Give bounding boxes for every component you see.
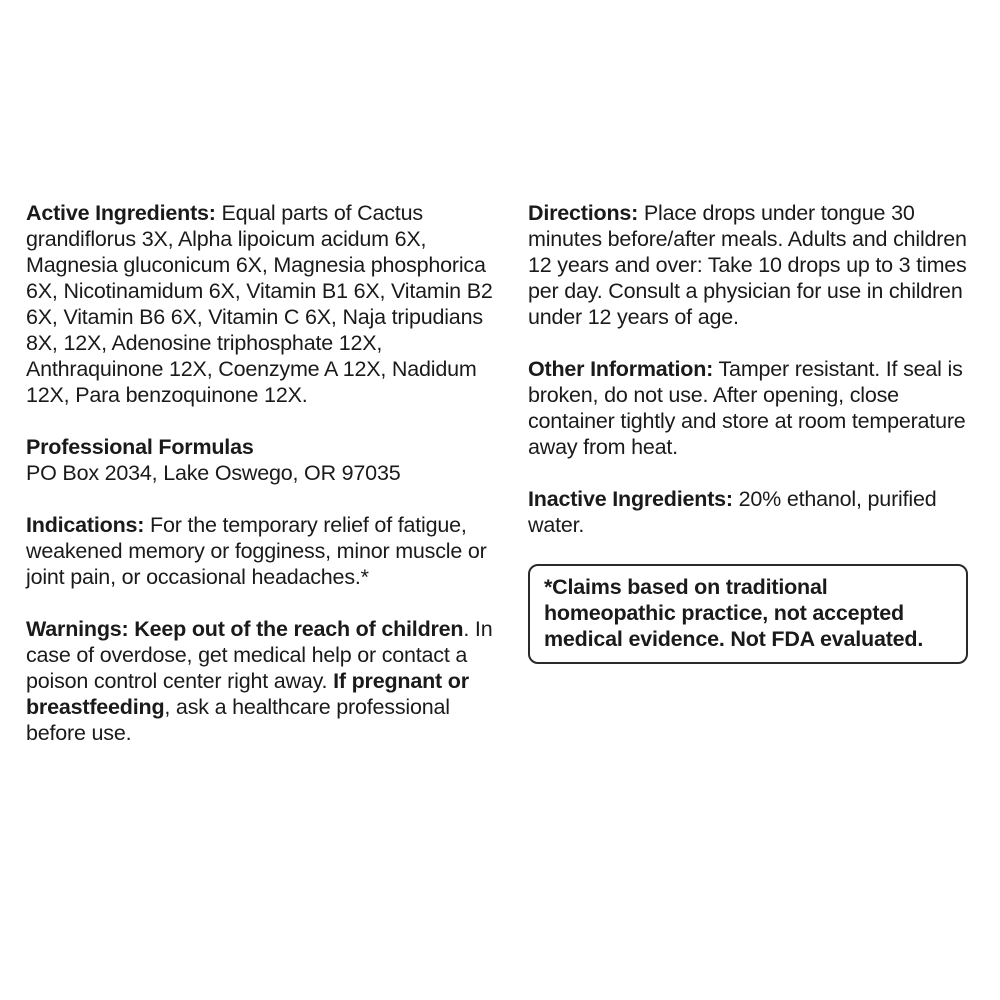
warnings-heading: Warnings: (26, 617, 129, 641)
directions-paragraph (528, 200, 968, 330)
inactive-ingredients-heading: Inactive Ingredients: (528, 487, 733, 511)
active-ingredients-text: Equal parts of Cactus grandiflorus 3X, Alpha lipoicum acidum 6X, Magnesia gluconicum 6X, Magnesia phosphorica 6X, Nicotinamidum 6X, Vitamin B1 6X, Vitamin B2 6X, Vitamin B6 6X, Vitamin C 6X, Naja tripudians 8X, 12X, Adenosine triphosphate 12X, Anthraquinone 12X, Coenzyme A 12X, Nadidum 12X, Para benzoquinone 12X. (26, 201, 493, 407)
directions-text: Place drops under tongue 30 minutes before/after meals. Adults and children 12 years and over: Take 10 drops up to 3 times per day. Consult a physician for use in children under 12 years of age. (528, 201, 967, 329)
warnings-section (26, 616, 502, 746)
indications-section (26, 512, 502, 590)
other-information-paragraph (528, 356, 968, 460)
inactive-ingredients-section (528, 486, 968, 538)
warnings-pregnant-text: If pregnant or breastfeeding (26, 669, 469, 719)
left-column (26, 200, 502, 772)
directions-heading: Directions: (528, 201, 639, 225)
claims-disclaimer-text: *Claims based on traditional homeopathic practice, not accepted medical evidence. Not FDA evaluated. (544, 575, 924, 651)
active-ingredients-heading: Active Ingredients: (26, 201, 216, 225)
directions-section (528, 200, 968, 330)
inactive-ingredients-text: 20% ethanol, purified water. (528, 487, 937, 537)
warnings-healthcare-text: , ask a healthcare professional before use. (26, 695, 450, 745)
company-section (26, 434, 502, 486)
company-address: PO Box 2034, Lake Oswego, OR 97035 (26, 461, 401, 485)
other-information-text: Tamper resistant. If seal is broken, do not use. After opening, close container tightly and store at room temperature away from heat. (528, 357, 966, 459)
warnings-overdose-text: . In case of overdose, get medical help or contact a poison control center right away. (26, 617, 493, 693)
other-information-section (528, 356, 968, 460)
active-ingredients-section (26, 200, 502, 408)
claims-disclaimer-box (528, 564, 968, 664)
inactive-ingredients-paragraph (528, 486, 968, 538)
active-ingredients-paragraph (26, 200, 502, 408)
right-column (528, 200, 968, 664)
warnings-paragraph (26, 616, 502, 746)
warnings-keep-away-text: Keep out of the reach of children (128, 617, 464, 641)
indications-paragraph (26, 512, 502, 590)
indications-heading: Indications: (26, 513, 145, 537)
indications-text: For the temporary relief of fatigue, weakened memory or fogginess, minor muscle or joint pain, or occasional headaches.* (26, 513, 487, 589)
other-information-heading: Other Information: (528, 357, 714, 381)
company-name: Professional Formulas (26, 435, 254, 459)
